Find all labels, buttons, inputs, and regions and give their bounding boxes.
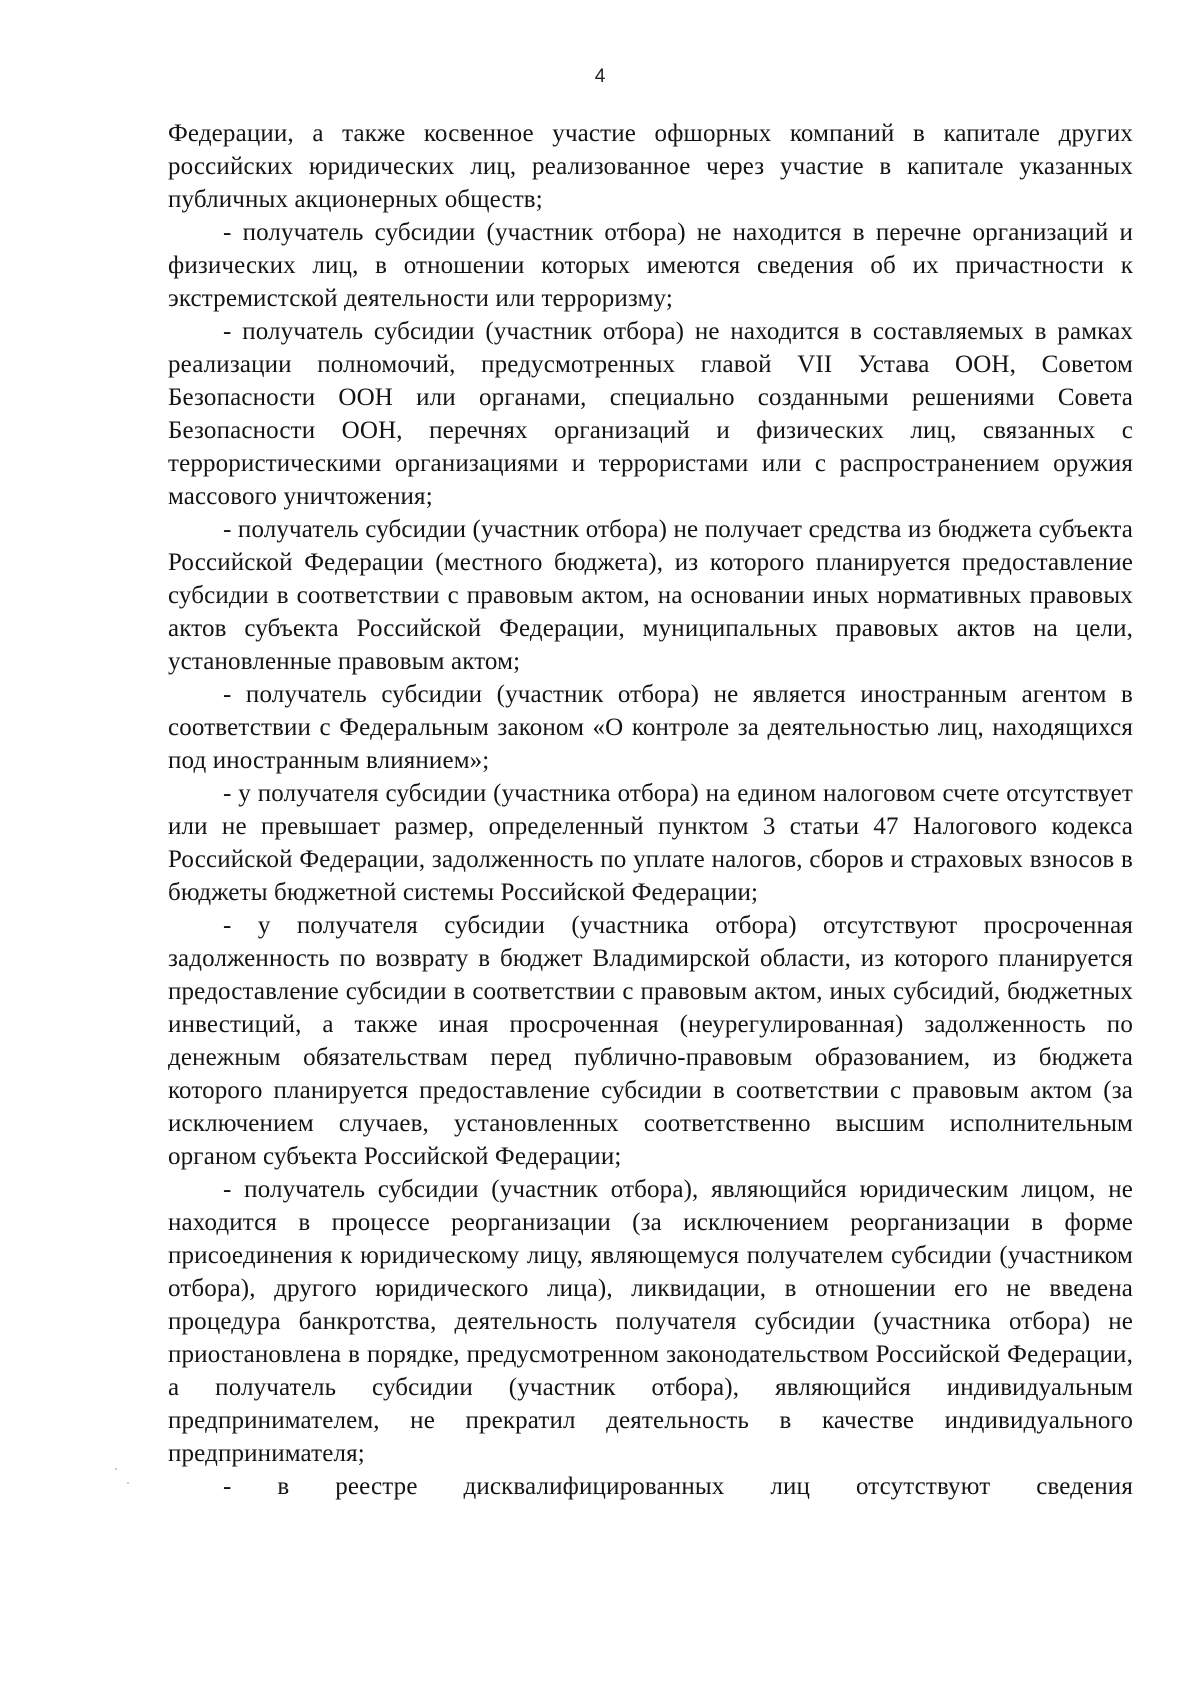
paragraph-foreign-agent: - получатель субсидии (участник отбора) не является иностранным агентом в соответствии с Федеральным законом «О контроле за деятельностью лиц, находящихся под иностранным влиянием»; [168,681,1133,774]
paragraph-overdue-debt: - у получателя субсидии (участника отбора) отсутствуют просроченная задолженность по возврату в бюджет Владимирской области, из которого планируется предоставление субсидии в соответствии с правовым актом, иных субсидий, бюджетных инвестиций, а также иная просроченная (неурегулированная) задолженность по денежным обязательствам перед публично-правовым образованием, из бюджета которого планируется предоставление субсидии в соответствии с правовым актом (за исключением случаев, установленных соответственно высшим исполнительным органом субъекта Российской Федерации; [168,912,1133,1170]
paragraph-tax-debt: - у получателя субсидии (участника отбора) на едином налоговом счете отсутствует или не превышает размер, определенный пунктом 3 статьи 47 Налогового кодекса Российской Федерации, задолженность по уплате налогов, сборов и страховых взносов в бюджеты бюджетной системы Российской Федерации; [168,780,1133,906]
paragraph-extremism-list: - получатель субсидии (участник отбора) не находится в перечне организаций и физических лиц, в отношении которых имеются сведения об их причастности к экстремистской деятельности или терроризму; [168,219,1133,312]
paragraph-no-budget-funds: - получатель субсидии (участник отбора) не получает средства из бюджета субъекта Российской Федерации (местного бюджета), из которого планируется предоставление субсидии в соответствии с правовым актом, на основании иных нормативных правовых актов субъекта Российской Федерации, муниципальных правовых актов на цели, установленные правовым актом; [168,516,1133,675]
paragraph-un-security-council-lists: - получатель субсидии (участник отбора) не находится в составляемых в рамках реализации полномочий, предусмотренных главой VII Устава ООН, Советом Безопасности ООН или органами, специально созданными решениями Совета Безопасности ООН, перечнях организаций и физических лиц, связанных с террористическими организациями и террористами или с распространением оружия массового уничтожения; [168,318,1133,510]
paragraph-reorganization: - получатель субсидии (участник отбора), являющийся юридическим лицом, не находится в процессе реорганизации (за исключением реорганизации в форме присоединения к юридическому лицу, являющемуся получателем субсидии (участником отбора), другого юридического лица), ликвидации, в отношении его не введена процедура банкротства, деятельность получателя субсидии (участника отбора) не приостановлена в порядке, предусмотренном законодательством Российской Федерации, а получатель субсидии (участник отбора), являющийся индивидуальным предпринимателем, не прекратил деятельность в качестве индивидуального предпринимателя; [168,1176,1133,1467]
paragraph-continuation: Федерации, а также косвенное участие офшорных компаний в капитале других российских юридических лиц, реализованное через участие в капитале указанных публичных акционерных обществ; [168,120,1133,213]
paragraph-disqualified-register: - в реестре дисквалифицированных лиц отсутствуют сведения [223,1473,1133,1500]
scan-speck [127,1482,129,1484]
page-number: 4 [594,66,606,87]
document-body [168,117,1133,1503]
scan-speck [115,1468,117,1470]
